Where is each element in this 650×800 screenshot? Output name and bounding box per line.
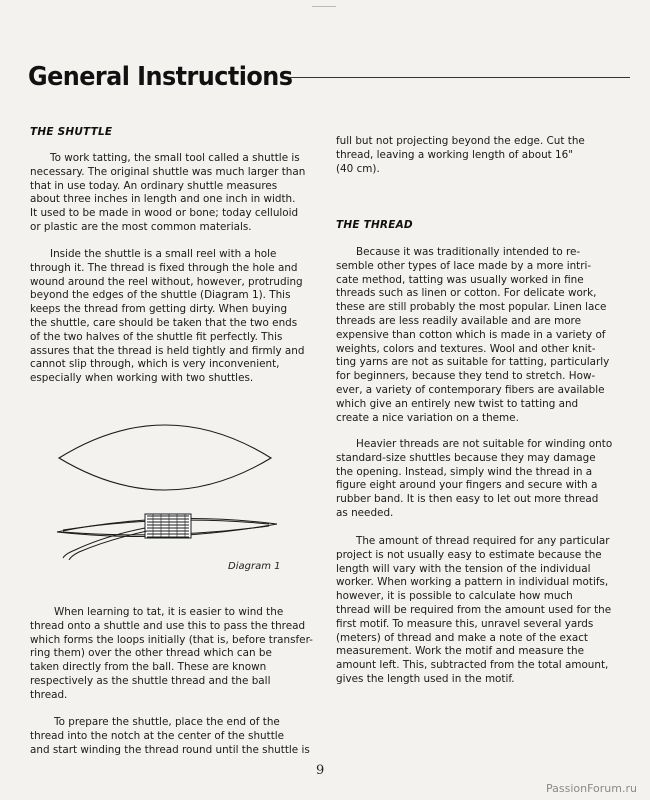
text-line: ting yarns are not as suitable for tatting, particularly	[336, 356, 610, 369]
text-line: the shuttle, care should be taken that the two ends	[30, 316, 298, 329]
top-edge-mark	[312, 0, 336, 7]
text-line: create a nice variation on a theme.	[336, 411, 519, 424]
text-line: of the two halves of the shuttle fit perfectly. This	[30, 330, 283, 343]
text-line: as needed.	[336, 506, 394, 519]
text-line: thread will be required from the amount used for the	[336, 603, 612, 616]
text-line: rubber band. It is then easy to let out more thread	[336, 493, 599, 506]
text-line: When learning to tat, it is easier to wind the	[54, 606, 284, 618]
text-line: project is not usually easy to estimate because the	[336, 548, 602, 561]
shuttle-diagram	[55, 410, 305, 560]
text-line: (meters) of thread and make a note of the exact	[336, 631, 589, 644]
text-line: beyond the edges of the shuttle (Diagram 1). This	[30, 289, 291, 302]
text-line: that in use today. An ordinary shuttle measures	[30, 179, 278, 192]
text-line: length will vary with the tension of the individual	[336, 562, 591, 575]
text-line: thread onto a shuttle and use this to pass the thread	[30, 619, 306, 632]
page-number: 9	[316, 763, 325, 778]
text-line: cannot slip through, which is very inconvenient,	[30, 358, 280, 371]
text-line: thread.	[30, 688, 68, 701]
paragraph-shuttle-intro	[30, 152, 305, 235]
text-line: To prepare the shuttle, place the end of the	[54, 716, 280, 728]
diagram-caption: Diagram 1	[228, 561, 281, 572]
text-line: however, it is possible to calculate how much	[336, 590, 573, 603]
paragraph-heavier-threads	[336, 438, 612, 521]
text-line: semble other types of lace made by a more intri-	[336, 259, 592, 272]
text-line: or plastic are the most common materials.	[30, 220, 252, 233]
text-line: cate method, tatting was usually worked in fine	[336, 273, 584, 286]
text-line: measurement. Work the motif and measure the	[336, 645, 584, 658]
text-line: expensive than cotton which is made in a variety of	[336, 328, 606, 341]
text-line: standard-size shuttles because they may damage	[336, 451, 596, 464]
heading-the-thread: THE THREAD	[336, 219, 413, 231]
text-line: wound around the reel without, however, protruding	[30, 275, 303, 288]
text-line: amount left. This, subtracted from the total amount,	[336, 659, 609, 672]
paragraph-shuttle-continued	[336, 135, 585, 176]
paragraph-learning-to-tat	[30, 606, 313, 703]
paragraph-shuttle-reel	[30, 248, 304, 386]
text-line: which give an entirely new twist to tatting and	[336, 397, 579, 410]
text-line: assures that the thread is held tightly and firmly and	[30, 344, 305, 357]
text-line: thread into the notch at the center of the shuttle	[30, 729, 285, 742]
text-line: which forms the loops initially (that is, before transfer-	[30, 633, 313, 646]
text-line: (40 cm).	[336, 162, 380, 175]
text-line: full but not projecting beyond the edge. Cut the	[336, 135, 585, 147]
text-line: weights, colors and textures. Wool and other knit-	[336, 342, 596, 355]
text-line: ring them) over the other thread which can be	[30, 647, 272, 660]
text-line: ever, a variety of contemporary fibers are available	[336, 383, 605, 396]
heading-the-shuttle: THE SHUTTLE	[30, 126, 113, 138]
text-line: especially when working with two shuttles.	[30, 372, 254, 385]
text-line: through it. The thread is fixed through the hole and	[30, 261, 298, 274]
text-line: for beginners, because they tend to stretch. How-	[336, 370, 596, 383]
text-line: threads are less readily available and are more	[336, 314, 581, 327]
text-line: keeps the thread from getting dirty. When buying	[30, 303, 288, 316]
text-line: first motif. To measure this, unravel several yards	[336, 617, 594, 630]
text-line: worker. When working a pattern in individual motifs,	[336, 576, 609, 589]
text-line: It used to be made in wood or bone; today celluloid	[30, 207, 299, 220]
text-line: gives the length used in the motif.	[336, 672, 515, 685]
text-line: To work tatting, the small tool called a shuttle is	[50, 152, 300, 164]
text-line: the opening. Instead, simply wind the thread in a	[336, 465, 593, 478]
text-line: The amount of thread required for any particular	[356, 535, 610, 547]
text-line: Heavier threads are not suitable for winding onto	[356, 438, 613, 450]
text-line: Inside the shuttle is a small reel with a hole	[50, 248, 277, 260]
text-line: respectively as the shuttle thread and the ball	[30, 674, 271, 687]
paragraph-prepare-shuttle	[30, 716, 310, 757]
page-title: General Instructions	[28, 62, 293, 92]
title-rule	[290, 77, 630, 78]
paragraph-thread-amount	[336, 535, 611, 687]
watermark: PassionForum.ru	[546, 782, 637, 795]
text-line: threads such as linen or cotton. For delicate work,	[336, 287, 597, 300]
text-line: necessary. The original shuttle was much larger than	[30, 165, 306, 178]
text-line: about three inches in length and one inch in width.	[30, 193, 296, 206]
text-line: and start winding the thread round until the shuttle is	[30, 743, 310, 756]
text-line: Because it was traditionally intended to re-	[356, 246, 581, 258]
text-line: thread, leaving a working length of about 16"	[336, 148, 574, 161]
paragraph-thread-types	[336, 246, 609, 425]
text-line: figure eight around your fingers and secure with a	[336, 479, 598, 492]
text-line: these are still probably the most popular. Linen lace	[336, 301, 607, 314]
text-line: taken directly from the ball. These are known	[30, 661, 267, 674]
